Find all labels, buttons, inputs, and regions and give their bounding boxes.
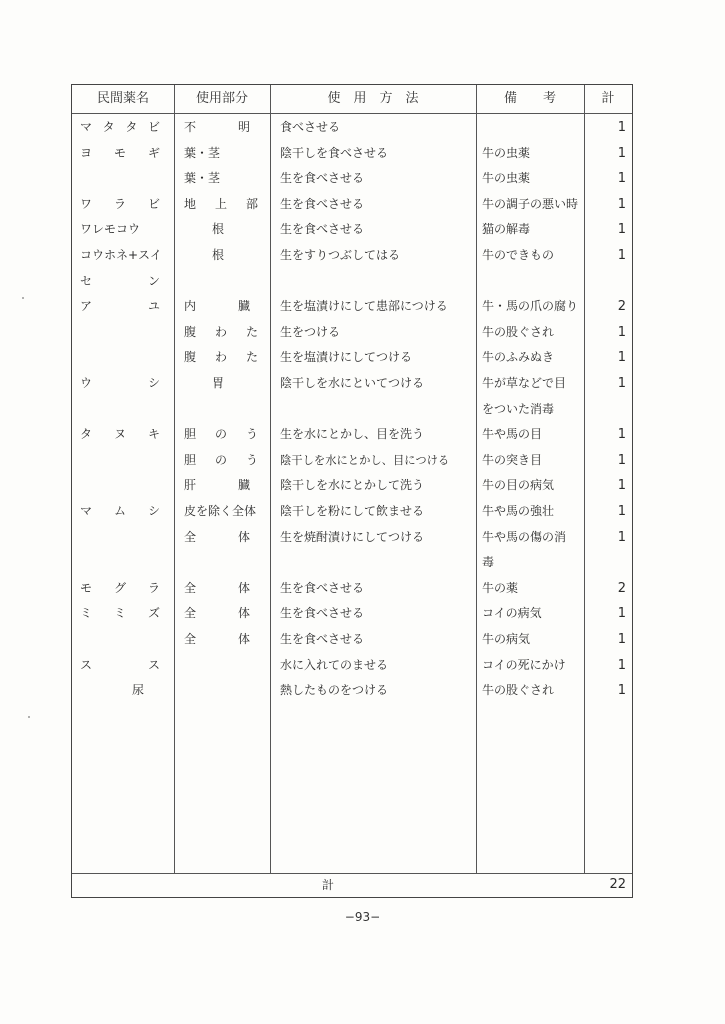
table-cell-name: タ ヌ キ bbox=[80, 427, 160, 442]
table-cell-note: 牛や馬の傷の消 bbox=[482, 529, 567, 544]
table-cell-count: 1 bbox=[617, 376, 626, 391]
table-cell-note: 牛が草などで目 bbox=[482, 376, 567, 390]
table-cell-part: 内 臓 bbox=[184, 299, 250, 314]
table-cell-note: 牛・馬の爪の腐り bbox=[482, 299, 579, 314]
header-part: 使用部分 bbox=[195, 91, 248, 106]
table-cell-note: 牛や馬の強壮 bbox=[482, 504, 555, 518]
table-cell-part: 地 上 部 bbox=[184, 196, 258, 211]
table-cell-note: 牛や馬の目 bbox=[482, 427, 543, 442]
table-cell-part: 腹 わ た bbox=[184, 324, 258, 339]
total-label: 計 bbox=[321, 878, 334, 892]
table-cell-part: 全 体 bbox=[184, 606, 250, 621]
header-divider bbox=[72, 113, 632, 114]
table-cell-note: コイの病気 bbox=[482, 606, 542, 621]
table-cell-count: 1 bbox=[617, 120, 626, 135]
table-cell-method: 水に入れてのませる bbox=[280, 657, 389, 672]
table-cell-part: 葉・茎 bbox=[184, 171, 221, 186]
table-cell-count: 1 bbox=[617, 478, 626, 494]
header-count: 計 bbox=[601, 91, 615, 106]
table-cell-count: 1 bbox=[617, 350, 626, 366]
table-cell-note: 牛の病気 bbox=[482, 632, 531, 646]
table-cell-method: 生をつける bbox=[280, 324, 341, 339]
table-cell-method: 生を食べさせる bbox=[280, 171, 365, 186]
table-cell-method: 生を塩漬けにしてつける bbox=[280, 350, 413, 365]
table-cell-count: 2 bbox=[617, 299, 626, 315]
table-cell-count: 1 bbox=[617, 324, 626, 340]
table-cell-method: 生を食べさせる bbox=[280, 196, 365, 211]
table-cell-name: ウ シ bbox=[80, 376, 160, 390]
table-cell-name: セ ン bbox=[80, 273, 160, 288]
table-cell-part: 全 体 bbox=[184, 580, 250, 595]
table-cell-note: 牛のできもの bbox=[482, 248, 555, 262]
table-cell-method: 陰干しを粉にして飲ませる bbox=[280, 504, 425, 518]
table-cell-name: 尿 bbox=[132, 683, 145, 698]
table-cell-part: 胃 bbox=[212, 376, 225, 390]
table-cell-note: 牛のふみぬき bbox=[482, 350, 555, 365]
total-value: 22 bbox=[609, 877, 626, 892]
table-cell-count: 1 bbox=[617, 606, 626, 622]
table-cell-method: 食べさせる bbox=[280, 120, 341, 134]
table-cell-part: 皮を除く全体 bbox=[184, 504, 257, 518]
table-cell-count: 1 bbox=[617, 529, 626, 545]
table-cell-count: 1 bbox=[617, 632, 626, 647]
table-cell-part: 全 体 bbox=[184, 632, 250, 646]
table-cell-count: 1 bbox=[617, 452, 626, 468]
table-cell-name: ス ス bbox=[80, 657, 160, 672]
table-cell-name: マ タ タ ビ bbox=[80, 120, 160, 134]
table-cell-method: 生をすりつぶしてはる bbox=[280, 248, 401, 262]
table-cell-method: 生を焼酎漬けにしてつける bbox=[280, 529, 425, 544]
table-cell-method: 生を塩漬けにして患部につける bbox=[280, 299, 448, 314]
table-cell-note: をついた消毒 bbox=[482, 401, 555, 416]
header-method: 使 用 方 法 bbox=[327, 91, 419, 106]
table-cell-name: ミ ミ ズ bbox=[80, 606, 160, 621]
table-cell-part: 不 明 bbox=[184, 120, 250, 134]
table-cell-count: 1 bbox=[617, 427, 626, 443]
table-cell-note: 牛の股ぐされ bbox=[482, 683, 555, 698]
table-cell-part: 肝 臓 bbox=[184, 478, 250, 493]
column-divider bbox=[476, 85, 477, 873]
table-cell-count: 1 bbox=[617, 248, 626, 263]
table-cell-count: 1 bbox=[617, 145, 626, 161]
table-cell-method: 生を水にとかし、目を洗う bbox=[280, 427, 425, 442]
table-cell-note: 牛の薬 bbox=[482, 580, 519, 595]
table-cell-method: 生を食べさせる bbox=[280, 632, 365, 646]
table-cell-note: 牛の虫薬 bbox=[482, 171, 531, 186]
table-cell-name: ワレモコウ bbox=[80, 222, 141, 237]
table-cell-name: ワ ラ ビ bbox=[80, 196, 160, 211]
table-cell-count: 1 bbox=[617, 504, 626, 519]
table-cell-note: 毒 bbox=[482, 555, 495, 570]
table-cell-name: マ ム シ bbox=[80, 504, 160, 518]
table-cell-method: 生を食べさせる bbox=[280, 606, 365, 621]
table-cell-part: 胆 の う bbox=[184, 452, 258, 467]
table-frame bbox=[71, 84, 633, 898]
table-cell-note: 牛の目の病気 bbox=[482, 478, 555, 493]
table-cell-name: モ グ ラ bbox=[80, 580, 160, 595]
header-note: 備 考 bbox=[503, 91, 556, 106]
table-cell-count: 1 bbox=[617, 196, 626, 212]
header-name: 民間薬名 bbox=[96, 91, 149, 106]
table-cell-part: 根 bbox=[212, 222, 225, 237]
table-cell-note: コイの死にかけ bbox=[482, 657, 566, 672]
table-cell-method: 陰干しを水にとかして洗う bbox=[280, 478, 425, 493]
table-cell-note: 牛の虫薬 bbox=[482, 145, 531, 160]
table-cell-method: 陰干しを食べさせる bbox=[280, 145, 389, 160]
table-cell-count: 2 bbox=[617, 580, 626, 596]
table-cell-count: 1 bbox=[617, 171, 626, 187]
table-cell-method: 生を食べさせる bbox=[280, 222, 365, 237]
table-cell-part: 根 bbox=[212, 248, 225, 262]
table-cell-note: 牛の突き目 bbox=[482, 452, 543, 467]
table-cell-method: 陰干しを水にとかし、目につける bbox=[280, 453, 450, 467]
table-cell-part: 全 体 bbox=[184, 529, 250, 544]
table-cell-count: 1 bbox=[617, 683, 626, 699]
page-number: −93− bbox=[344, 910, 381, 924]
table-cell-note: 牛の調子の悪い時 bbox=[482, 196, 579, 211]
table-cell-part: 葉・茎 bbox=[184, 145, 221, 160]
table-cell-method: 熱したものをつける bbox=[280, 683, 389, 698]
table-cell-method: 陰干しを水にといてつける bbox=[280, 376, 425, 390]
table-cell-part: 胆 の う bbox=[184, 427, 258, 442]
table-cell-part: 腹 わ た bbox=[184, 350, 258, 365]
table-cell-note: 牛の股ぐされ bbox=[482, 324, 555, 339]
table-cell-method: 生を食べさせる bbox=[280, 580, 365, 595]
scan-speck bbox=[28, 716, 30, 718]
table-cell-name: コウホネ+スイ bbox=[80, 248, 162, 262]
table-cell-name: ア ユ bbox=[80, 299, 160, 314]
table-cell-count: 1 bbox=[617, 222, 626, 238]
table-cell-note: 猫の解毒 bbox=[482, 222, 531, 237]
column-divider bbox=[270, 85, 271, 873]
table-cell-name: ヨ モ ギ bbox=[80, 145, 160, 160]
table-cell-count: 1 bbox=[617, 657, 626, 673]
column-divider bbox=[174, 85, 175, 873]
scan-speck bbox=[22, 297, 24, 299]
